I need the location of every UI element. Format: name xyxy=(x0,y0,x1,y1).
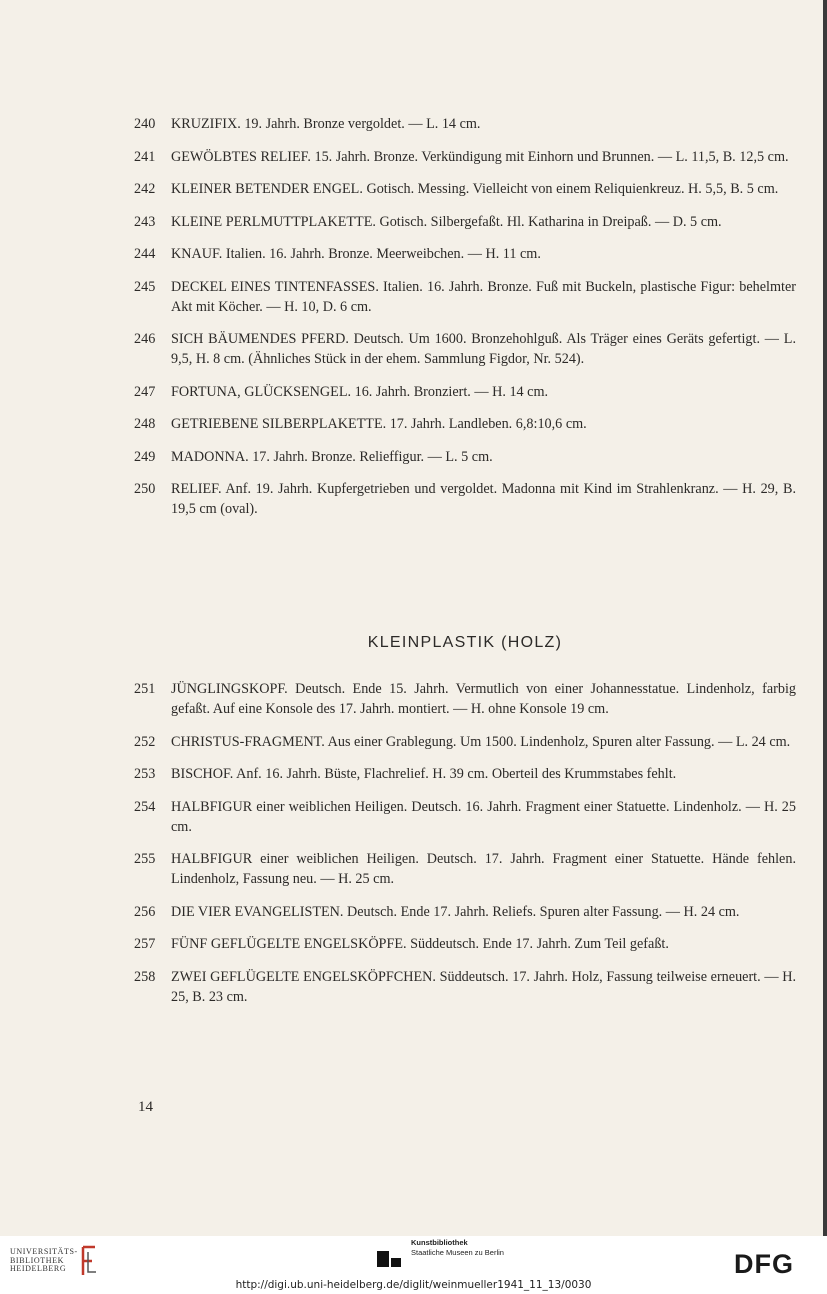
kb-subtitle: Staatliche Museen zu Berlin xyxy=(411,1248,504,1257)
entry-title: KLEINER BETENDER ENGEL. xyxy=(171,181,363,197)
entry-title: GETRIEBENE SILBERPLAKETTE. xyxy=(171,416,387,432)
entry-description: Aus einer Grablegung. Um 1500. Lindenholz, Spuren alter Fassung. — L. 24 cm. xyxy=(324,733,791,750)
catalog-list-wood xyxy=(134,679,796,1019)
catalog-entry xyxy=(134,797,796,837)
page-edge xyxy=(823,0,827,1236)
entry-description: einer weiblichen Heiligen. Deutsch. 17. Jahrh. Fragment einer Statuette. Hände fehlen. Lindenholz, Fassung neu. — H. 25 cm. xyxy=(171,851,796,887)
entry-description: Süddeutsch. Ende 17. Jahrh. Zum Teil gefaßt. xyxy=(406,936,669,952)
entry-title: CHRISTUS-FRAGMENT. xyxy=(171,733,325,750)
entry-title: KRUZIFIX. xyxy=(171,116,241,132)
entry-number: 240 xyxy=(134,116,156,132)
catalog-entry xyxy=(134,179,796,199)
entry-number: 249 xyxy=(134,448,156,465)
dfg-logo[interactable]: DFG xyxy=(734,1249,794,1279)
entry-number: 248 xyxy=(134,416,156,432)
entry-number: 243 xyxy=(134,213,156,230)
kb-title: Kunstbibliothek xyxy=(411,1238,468,1247)
catalog-entry xyxy=(134,244,796,264)
entry-title: GEWÖLBTES RELIEF. xyxy=(171,148,311,165)
entry-title: FÜNF GEFLÜGELTE ENGELSKÖPFE. xyxy=(171,936,407,952)
entry-title: ZWEI GEFLÜGELTE ENGELSKÖPFCHEN. xyxy=(171,968,436,985)
entry-number: 251 xyxy=(134,681,156,697)
entry-description: Deutsch. Ende 15. Jahrh. Vermutlich von einer Johannesstatue. Lindenholz, farbig gefaßt. Auf eine Konsole des 17. Jahrh. montiert. — H. ohne Konsole 19 cm. xyxy=(171,681,796,717)
entry-description: 16. Jahrh. Bronziert. — H. 14 cm. xyxy=(351,383,549,400)
catalog-entry xyxy=(134,382,796,402)
entry-description: Italien. 16. Jahrh. Bronze. Meerweibchen. — H. 11 cm. xyxy=(222,246,541,262)
university-seal-icon xyxy=(78,1244,100,1278)
entry-description: Deutsch. Ende 17. Jahrh. Reliefs. Spuren alter Fassung. — H. 24 cm. xyxy=(343,903,740,920)
entry-number: 252 xyxy=(134,733,156,750)
entry-number: 254 xyxy=(134,798,156,815)
catalog-entry xyxy=(134,764,796,784)
entry-number: 256 xyxy=(134,903,156,920)
catalog-entry xyxy=(134,679,796,719)
section-heading: KLEINPLASTIK (HOLZ) xyxy=(367,634,563,651)
catalog-entry xyxy=(134,902,796,922)
university-line-1: UNIVERSITÄTS- xyxy=(10,1247,78,1256)
entry-description: Gotisch. Messing. Vielleicht von einem Reliquienkreuz. H. 5,5, B. 5 cm. xyxy=(362,181,779,197)
entry-title: DIE VIER EVANGELISTEN. xyxy=(171,903,344,920)
entry-description: Gotisch. Silbergefaßt. Hl. Katharina in Dreipaß. — D. 5 cm. xyxy=(375,213,722,230)
entry-description: Süddeutsch. 17. Jahrh. Holz, Fassung teilweise erneuert. — H. 25, B. 23 cm. xyxy=(171,968,796,1005)
entry-title: SICH BÄUMENDES PFERD. xyxy=(171,331,349,347)
catalog-entry xyxy=(134,114,796,134)
entry-title: KLEINE PERLMUTTPLAKETTE. xyxy=(171,213,376,230)
catalog-entry xyxy=(134,414,796,434)
page-number: 14 xyxy=(138,1099,153,1115)
entry-number: 245 xyxy=(134,278,156,295)
entry-number: 241 xyxy=(134,148,156,165)
entry-title: KNAUF. xyxy=(171,246,223,262)
entry-description: 17. Jahrh. Landleben. 6,8:10,6 cm. xyxy=(386,416,587,432)
entry-description: Italien. 16. Jahrh. Bronze. Fuß mit Buckeln, plastische Figur: behelmter Akt mit Köcher. — H. 10, D. 6 cm. xyxy=(171,278,796,315)
catalog-entry xyxy=(134,934,796,954)
entry-description: 19. Jahrh. Bronze vergoldet. — L. 14 cm. xyxy=(240,116,481,132)
kunstbibliothek-logo-icon xyxy=(375,1248,405,1270)
entry-description: 15. Jahrh. Bronze. Verkündigung mit Einhorn und Brunnen. — L. 11,5, B. 12,5 cm. xyxy=(310,148,789,165)
catalog-entry xyxy=(134,849,796,889)
entry-description: Anf. 19. Jahrh. Kupfergetrieben und vergoldet. Madonna mit Kind im Strahlenkranz. — H. 29, B. 19,5 cm (oval). xyxy=(171,481,796,517)
catalog-entry xyxy=(134,329,796,369)
entry-title: HALBFIGUR xyxy=(171,851,253,867)
catalog-entry xyxy=(134,212,796,232)
catalog-entry xyxy=(134,967,796,1007)
entry-title: JÜNGLINGSKOPF. xyxy=(171,681,288,697)
entry-description: einer weiblichen Heiligen. Deutsch. 16. Jahrh. Fragment einer Statuette. Lindenholz. — H. 25 cm. xyxy=(171,798,796,835)
entry-number: 253 xyxy=(134,766,156,782)
catalog-entry xyxy=(134,732,796,752)
catalog-entry xyxy=(134,147,796,167)
entry-title: FORTUNA, GLÜCKSENGEL. xyxy=(171,383,352,400)
entry-number: 246 xyxy=(134,331,156,347)
page-url[interactable]: http://digi.ub.uni-heidelberg.de/diglit/weinmueller1941_11_13/0030 xyxy=(235,1279,592,1291)
entry-description: 17. Jahrh. Bronze. Relieffigur. — L. 5 cm. xyxy=(248,448,493,465)
catalog-list-metal xyxy=(134,114,796,532)
catalog-entry xyxy=(134,447,796,467)
university-line-3: HEIDELBERG xyxy=(10,1264,67,1273)
entry-number: 257 xyxy=(134,936,156,952)
entry-title: MADONNA. xyxy=(171,448,249,465)
entry-title: DECKEL EINES TINTENFASSES. xyxy=(171,278,379,295)
entry-title: BISCHOF. xyxy=(171,766,234,782)
entry-description: Deutsch. Um 1600. Bronzehohlguß. Als Träger eines Geräts gefertigt. — L. 9,5, H. 8 cm. (Ähnliches Stück in der ehem. Sammlung Figdor, Nr. 524). xyxy=(171,331,796,367)
catalog-entry xyxy=(134,277,796,317)
university-library-logo[interactable] xyxy=(10,1248,78,1274)
entry-number: 258 xyxy=(134,968,156,985)
entry-description: Anf. 16. Jahrh. Büste, Flachrelief. H. 39 cm. Oberteil des Krummstabes fehlt. xyxy=(233,766,677,782)
kunstbibliothek-logo[interactable] xyxy=(411,1238,504,1258)
entry-number: 242 xyxy=(134,181,156,197)
entry-title: RELIEF. xyxy=(171,481,222,497)
catalog-entry xyxy=(134,479,796,519)
entry-number: 255 xyxy=(134,851,156,867)
university-line-2: BIBLIOTHEK xyxy=(10,1255,64,1265)
entry-title: HALBFIGUR xyxy=(171,798,253,815)
entry-number: 250 xyxy=(134,481,156,497)
entry-number: 244 xyxy=(134,246,156,262)
entry-number: 247 xyxy=(134,383,156,400)
